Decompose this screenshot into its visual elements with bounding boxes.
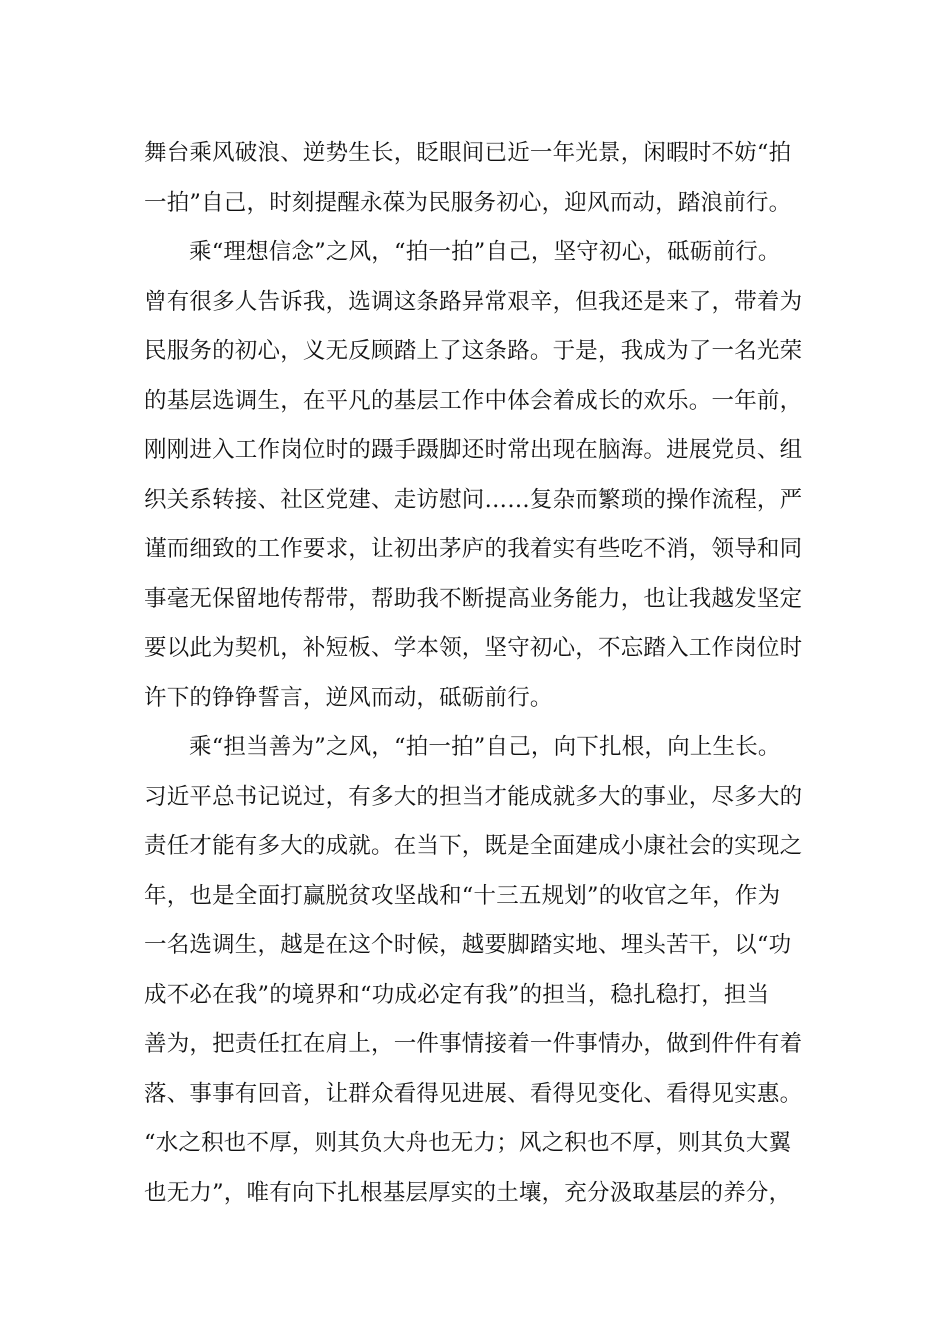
text-line-14: 习近平总书记说过，有多大的担当才能成就多大的事业，尽多大的 [144,783,803,810]
text-line-17: 一名选调生，越是在这个时候，越要脚踏实地、埋头苦干，以“功 [144,932,792,958]
text-line-6: 的基层选调生，在平凡的基层工作中体会着成长的欢乐。一年前， [144,387,803,414]
text-line-18: 成不必在我”的境界和“功成必定有我”的担当，稳扎稳打，担当 [144,981,770,1008]
body-text [144,129,834,1218]
paragraph-heading-line: 乘“担当善为”之风，“拍一拍”自己，向下扎根，向上生长。 [189,734,781,760]
text-line-2: 一拍”自己，时刻提醒永葆为民服务初心，迎风而动，踏浪前行。 [144,189,792,216]
text-line-16: 年，也是全面打赢脱贫攻坚战和“十三五规划”的收官之年，作为 [144,882,781,909]
text-line-22: 也无力”，唯有向下扎根基层厚实的土壤，充分汲取基层的养分， [144,1179,792,1206]
text-line-20: 落、事事有回音，让群众看得见进展、看得见变化、看得见实惠。 [144,1080,803,1107]
text-line-12: 许下的铮铮誓言，逆风而动，砥砺前行。 [144,684,553,711]
text-line-1: 舞台乘风破浪、逆势生长，眨眼间已近一年光景，闲暇时不妨“拍 [144,140,792,166]
text-line-9: 谨而细致的工作要求，让初出茅庐的我着实有些吃不消，领导和同 [144,536,803,562]
paragraph-heading-line: 乘“理想信念”之风，“拍一拍”自己，坚守初心，砥砺前行。 [189,239,781,265]
text-line-8: 织关系转接、社区党建、走访慰问……复杂而繁琐的操作流程，严 [144,486,803,513]
text-line-4: 曾有很多人告诉我，选调这条路异常艰辛，但我还是来了，带着为 [144,288,803,315]
text-line-10: 事毫无保留地传帮带，帮助我不断提高业务能力，也让我越发坚定 [144,585,803,612]
text-line-15: 责任才能有多大的成就。在当下，既是全面建成小康社会的实现之 [144,833,803,859]
text-line-5: 民服务的初心，义无反顾踏上了这条路。于是，我成为了一名光荣 [144,338,803,364]
text-line-7: 刚刚进入工作岗位时的蹑手蹑脚还时常出现在脑海。进展党员、组 [144,437,803,463]
text-line-21: “水之积也不厚，则其负大舟也无力；风之积也不厚，则其负大翼 [144,1130,792,1156]
text-line-11: 要以此为契机，补短板、学本领，坚守初心，不忘踏入工作岗位时 [144,635,803,661]
text-line-19: 善为，把责任扛在肩上，一件事情接着一件事情办，做到件件有着 [144,1031,803,1057]
